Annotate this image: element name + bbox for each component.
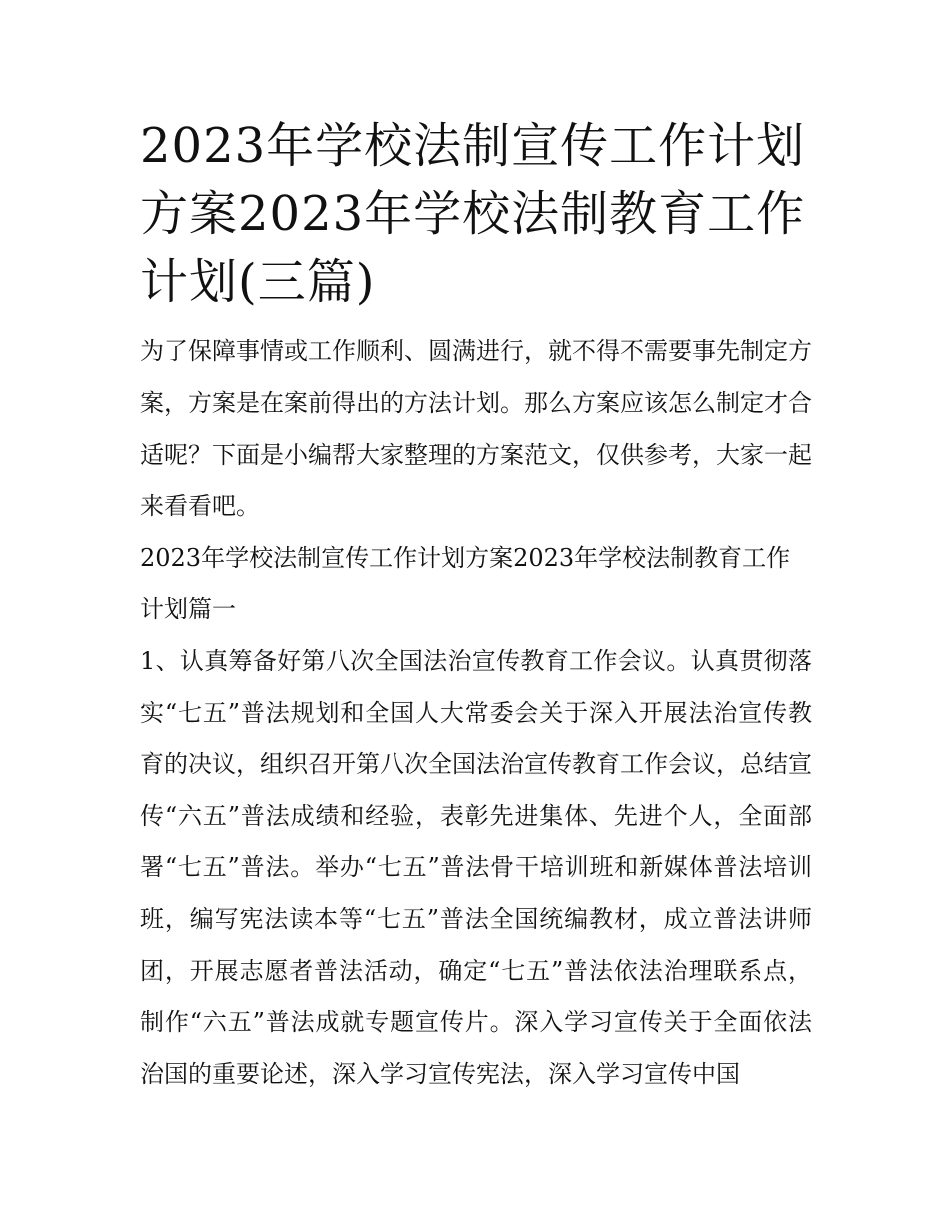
intro-paragraph: 为了保障事情或工作顺利、圆满进行，就不得不需要事先制定方案，方案是在案前得出的方法计划。那么方案应该怎么制定才合适呢？下面是小编帮大家整理的方案范文，仅供参考，大家一起来看看吧。 (140, 337, 812, 521)
section-heading: 2023年学校法制宣传工作计划方案2023年学校法制教育工作计划篇一 (140, 543, 791, 624)
document-title: 2023年学校法制宣传工作计划方案2023年学校法制教育工作计划(三篇) (140, 118, 806, 311)
document-page (140, 112, 812, 1100)
body-paragraph: 1、认真筹备好第八次全国法治宣传教育工作会议。认真贯彻落实“七五”普法规划和全国人大常委会关于深入开展法治宣传教育的决议，组织召开第八次全国法治宣传教育工作会议，总结宣传“六五”普法成绩和经验，表彰先进集体、先进个人，全面部署“七五”普法。举办“七五”普法骨干培训班和新媒体普法培训班，编写宪法读本等“七五”普法全国统编教材，成立普法讲师团，开展志愿者普法活动，确定“七五”普法依法治理联系点，制作“六五”普法成就专题宣传片。深入学习宣传关于全面依法治国的重要论述，深入学习宣传宪法，深入学习宣传中国 (140, 647, 812, 1088)
